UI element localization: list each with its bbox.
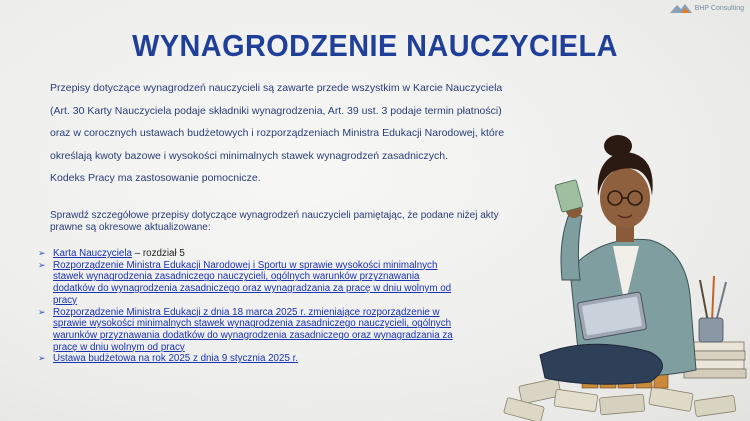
arrow-bullet-icon: ➢ [38, 353, 46, 364]
check-regulations-text: Sprawdź szczegółowe przepisy dotyczące wynagrodzeń nauczycieli pamiętając, że podane niżej akty prawne są okresowe aktualizowane: [50, 210, 499, 233]
list-item [38, 260, 458, 307]
list-item [38, 353, 458, 365]
intro-line: Kodeks Pracy ma zastosowanie pomocnicze. [50, 172, 261, 184]
arrow-bullet-icon: ➢ [38, 306, 46, 317]
arrow-bullet-icon: ➢ [38, 259, 46, 270]
intro-line: Przepisy dotyczące wynagrodzeń nauczycieli są zawarte przede wszystkim w Karcie Nauczyciela [50, 82, 503, 94]
reference-suffix: – rozdział 5 [131, 248, 185, 259]
link-rozporzadzenie-2025[interactable]: Rozporządzenie Ministra Edukacji z dnia 18 marca 2025 r. zmieniające rozporządzenie w sprawie wysokości minimalnych stawek wynagrodzenia zasadniczego nauczycieli, ogólnych warunków przyznawania dodatków do wynagrodzenia zasadniczego oraz wynagradzania za pracę w dniu wolnym od pracy [53, 306, 453, 353]
intro-line: (Art. 30 Karty Nauczyciela podaje składniki wynagrodzenia, Art. 39 ust. 3 podaje termin płatności) [50, 104, 502, 117]
logo-mark-icon [670, 3, 692, 13]
pencil-cup [699, 276, 726, 342]
link-karta-nauczyciela[interactable]: Karta Nauczyciela [53, 248, 132, 259]
list-item [38, 248, 458, 260]
page-title: WYNAGRODZENIE NAUCZYCIELA [132, 28, 618, 63]
intro-line: określają kwoty bazowe i wysokości minimalnych stawek wynagrodzeń zasadniczych. [50, 149, 449, 162]
link-ustawa-budzetowa[interactable]: Ustawa budżetowa na rok 2025 z dnia 9 stycznia 2025 r. [53, 353, 299, 365]
intro-line: oraz w corocznych ustawach budżetowych i rozporządzeniach Ministra Edukacji Narodowej, które [50, 127, 505, 139]
company-logo [670, 3, 744, 13]
teacher-illustration [500, 120, 750, 421]
link-rozporzadzenie-mens[interactable]: Rozporządzenie Ministra Edukacji Narodowej i Sportu w sprawie wysokości minimalnych stawek wynagrodzenia zasadniczego nauczycieli, ogólnych warunków przyznawania dodatków do wynagrodzenia zasadniczego oraz wynagradzania za pracę w dniu wolnym od pracy [53, 259, 452, 306]
logo-text: BHP Consulting [694, 4, 744, 12]
list-item [38, 307, 458, 354]
arrow-bullet-icon: ➢ [38, 248, 46, 258]
references-list [38, 248, 458, 365]
